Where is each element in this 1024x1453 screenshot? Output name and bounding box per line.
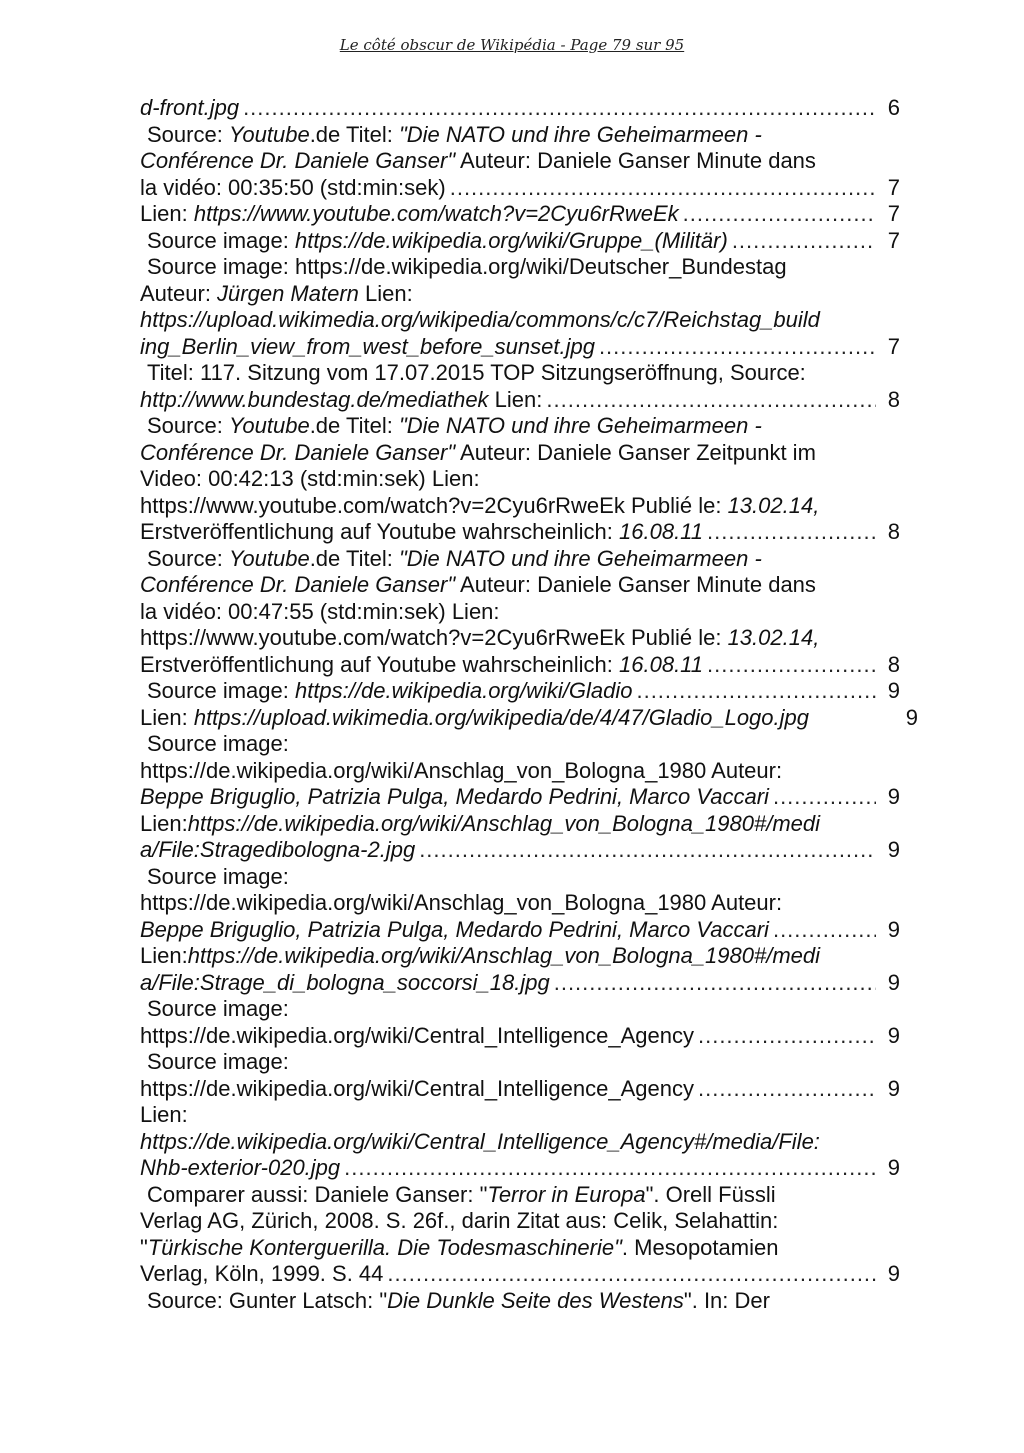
- index-line: [140, 493, 900, 520]
- text-segment: https://de.wikipedia.org/wiki/Central_Intelligence_Agency: [140, 1075, 694, 1101]
- index-line-text: [140, 1102, 188, 1129]
- dot-leader: [243, 95, 876, 122]
- text-segment: .de Titel:: [309, 545, 399, 571]
- page-number: 6: [887, 95, 900, 120]
- page-number: 9: [887, 837, 900, 862]
- dot-leader: [683, 201, 876, 228]
- index-line: [140, 440, 900, 467]
- text-segment: Lien:: [488, 386, 543, 412]
- text-segment: Youtube: [228, 545, 310, 571]
- index-line-text: [140, 1208, 778, 1235]
- index-line: [140, 943, 900, 970]
- index-line-text: [140, 175, 446, 202]
- dot-leader: [554, 970, 876, 997]
- index-line: [140, 864, 900, 891]
- text-segment: la vidéo: 00:35:50 (std:min:sek): [140, 174, 446, 200]
- text-segment: Die Dunkle Seite des Westens: [387, 1287, 684, 1313]
- text-segment: Lien:: [140, 810, 188, 836]
- text-segment: a/File:Strage_di_bologna_soccorsi_18.jpg: [140, 969, 550, 995]
- text-segment: Source image:: [147, 731, 289, 756]
- index-line: [140, 1235, 900, 1262]
- index-line-text: [140, 917, 769, 944]
- text-segment: https://de.wikipedia.org/wiki/Anschlag_von_Bologna_1980 Auteur:: [140, 757, 783, 783]
- index-line: [140, 1155, 900, 1182]
- index-line-text: [140, 943, 820, 970]
- text-segment: Türkische Konterguerilla. Die Todesmaschinerie": [147, 1234, 622, 1260]
- text-segment: Source image:: [147, 996, 289, 1021]
- text-segment: Beppe Briguglio, Patrizia Pulga, Medardo Pedrini, Marco Vaccari: [140, 916, 769, 942]
- text-segment: ": [140, 1234, 148, 1260]
- text-segment: Lien:: [140, 201, 194, 226]
- index-line: [140, 625, 900, 652]
- dot-leader: [419, 837, 876, 864]
- text-segment: a/File:Stragedibologna-2.jpg: [140, 837, 416, 862]
- index-line: [140, 970, 900, 997]
- text-segment: https://upload.wikimedia.org/wikipedia/de/4/47/Gladio_Logo.jpg: [193, 704, 810, 730]
- index-line-text: [147, 122, 762, 149]
- index-line-text: [140, 201, 679, 228]
- index-line: [140, 678, 900, 705]
- page-number: 7: [887, 333, 900, 359]
- text-segment: http://www.bundestag.de/mediathek: [140, 386, 489, 412]
- page-number: 9: [905, 704, 918, 730]
- page-number: 8: [887, 519, 900, 544]
- text-segment: Erstveröffentlichung auf Youtube wahrscheinlich:: [140, 519, 620, 544]
- index-line-text: [140, 784, 769, 811]
- dot-leader: [344, 1155, 876, 1182]
- index-line: [140, 254, 900, 281]
- index-line: [140, 572, 900, 599]
- text-segment: ". Orell Füssli: [645, 1181, 776, 1207]
- page-number: 7: [887, 201, 900, 226]
- index-line: [140, 122, 900, 149]
- index-line-text: [140, 334, 595, 361]
- page-header: Le côté obscur de Wikipédia - Page 79 sur 95: [339, 36, 685, 54]
- index-line-text: [140, 652, 703, 679]
- text-segment: .de Titel:: [309, 413, 399, 438]
- index-line-text: [140, 519, 703, 546]
- text-segment: ". In: Der: [683, 1287, 770, 1313]
- text-segment: Source image:: [147, 863, 289, 889]
- index-line: [140, 758, 900, 785]
- index-line: [140, 837, 900, 864]
- index-line-text: [147, 678, 632, 705]
- index-line: [140, 996, 900, 1023]
- index-line-text: [147, 360, 806, 387]
- index-line: [140, 148, 900, 175]
- index-line-text: [147, 228, 728, 255]
- index-line: [140, 1049, 900, 1076]
- index-line: [140, 704, 918, 732]
- text-segment: Source:: [147, 413, 229, 438]
- dot-leader: [450, 175, 876, 202]
- index-line-text: [140, 1155, 340, 1182]
- text-segment: Nhb-exterior-020.jpg: [140, 1155, 341, 1180]
- text-segment: https://de.wikipedia.org/wiki/Central_Intelligence_Agency#/media/File:: [140, 1128, 820, 1154]
- dot-leader: [546, 387, 876, 414]
- index-line-text: [140, 837, 415, 864]
- dot-leader: [707, 652, 876, 679]
- index-line-text: [140, 387, 542, 414]
- index-line: [140, 413, 900, 440]
- index-line-text: [140, 1129, 820, 1156]
- index-line: [140, 1182, 900, 1209]
- dot-leader: [698, 1023, 876, 1050]
- text-segment: Source image: https://de.wikipedia.org/wiki/Deutscher_Bundestag: [147, 254, 787, 279]
- index-line-text: [140, 148, 816, 175]
- page-number: 9: [887, 1261, 900, 1286]
- index-line-text: [140, 811, 820, 838]
- index-line-text: [147, 1288, 770, 1315]
- text-segment: Youtube: [228, 121, 310, 147]
- dot-leader: [773, 917, 876, 944]
- index-line: [140, 1129, 900, 1156]
- index-line: [140, 228, 900, 255]
- text-segment: Lien:: [140, 704, 194, 730]
- text-segment: Source image:: [147, 1049, 289, 1074]
- index-line: [140, 890, 900, 917]
- text-segment: . Mesopotamien: [621, 1234, 779, 1260]
- text-segment: https://www.youtube.com/watch?v=2Cyu6rRweEk Publié le:: [140, 492, 728, 518]
- text-segment: Verlag, Köln, 1999. S. 44: [140, 1261, 384, 1286]
- text-segment: Terror in Europa: [487, 1181, 646, 1207]
- text-segment: "Die NATO und ihre Geheimarmeen -: [398, 545, 762, 571]
- index-line-text: [140, 705, 809, 732]
- text-segment: 16.08.11: [619, 519, 704, 544]
- index-line: [140, 201, 900, 228]
- page-number: 9: [887, 969, 900, 995]
- text-segment: ing_Berlin_view_from_west_before_sunset.jpg: [140, 333, 595, 359]
- index-line: [140, 811, 900, 838]
- text-segment: Lien:: [358, 280, 413, 306]
- index-line-text: [140, 1235, 778, 1262]
- text-segment: https://de.wikipedia.org/wiki/Anschlag_von_Bologna_1980#/medi: [187, 943, 821, 968]
- text-segment: Youtube: [228, 413, 310, 438]
- dot-leader: [732, 228, 876, 255]
- index-line: [140, 1076, 900, 1103]
- index-line-text: [140, 1023, 694, 1050]
- text-segment: 16.08.11: [619, 651, 704, 677]
- index-line: [140, 1023, 900, 1050]
- index-line-text: [140, 625, 819, 652]
- index-line-text: [140, 493, 819, 520]
- text-segment: Source:: [147, 545, 229, 571]
- text-segment: Jürgen Matern: [217, 280, 359, 306]
- text-segment: Auteur: Daniele Ganser Minute dans: [455, 572, 816, 597]
- text-segment: Source image:: [147, 227, 295, 253]
- index-line-text: [147, 996, 289, 1023]
- text-segment: Source:: [147, 121, 229, 147]
- index-line: [140, 307, 900, 334]
- index-line-text: [140, 95, 239, 122]
- page-number: 8: [887, 651, 900, 677]
- page-number: 8: [887, 386, 900, 412]
- page-number: 9: [887, 1075, 900, 1101]
- text-segment: Auteur:: [140, 280, 218, 306]
- text-segment: Lien:: [140, 943, 188, 968]
- index-line: [140, 281, 900, 308]
- index-line-text: [147, 731, 289, 758]
- index-line-text: [140, 758, 782, 785]
- dot-leader: [773, 784, 876, 811]
- index-line: [140, 1288, 900, 1315]
- index-line: [140, 95, 900, 122]
- text-segment: https://de.wikipedia.org/wiki/Central_Intelligence_Agency: [140, 1022, 694, 1048]
- text-segment: Verlag AG, Zürich, 2008. S. 26f., darin Zitat aus: Celik, Selahattin:: [140, 1208, 779, 1233]
- index-line-text: [147, 413, 762, 440]
- text-segment: Conférence Dr. Daniele Ganser": [140, 572, 456, 597]
- text-segment: https://de.wikipedia.org/wiki/Anschlag_von_Bologna_1980 Auteur:: [140, 890, 783, 915]
- text-segment: https://de.wikipedia.org/wiki/Anschlag_von_Bologna_1980#/medi: [187, 810, 821, 836]
- index-line-text: [140, 307, 820, 334]
- index-line-text: [140, 466, 480, 493]
- text-segment: Erstveröffentlichung auf Youtube wahrscheinlich:: [140, 651, 620, 677]
- text-segment: la vidéo: 00:47:55 (std:min:sek) Lien:: [140, 598, 500, 624]
- index-line-text: [140, 281, 413, 308]
- index-line-text: [147, 1182, 776, 1209]
- text-segment: Video: 00:42:13 (std:min:sek) Lien:: [140, 466, 480, 491]
- page-number: 9: [887, 678, 900, 703]
- index-line: [140, 1208, 900, 1235]
- index-line-text: [140, 1076, 694, 1103]
- text-segment: https://upload.wikimedia.org/wikipedia/commons/c/c7/Reichstag_build: [140, 307, 820, 332]
- dot-leader: [636, 678, 876, 705]
- index-line: [140, 466, 900, 493]
- index-line: [140, 1102, 900, 1129]
- index-line-text: [147, 546, 762, 573]
- index-line: [140, 334, 900, 361]
- text-segment: Beppe Briguglio, Patrizia Pulga, Medardo Pedrini, Marco Vaccari: [140, 784, 769, 809]
- text-segment: https://de.wikipedia.org/wiki/Gruppe_(Militär): [294, 227, 728, 253]
- index-line-text: [140, 599, 500, 626]
- text-segment: Comparer aussi: Daniele Ganser: ": [147, 1181, 488, 1207]
- text-segment: Conférence Dr. Daniele Ganser": [140, 439, 456, 465]
- index-line: [140, 652, 900, 679]
- index-line-text: [140, 970, 550, 997]
- index-line: [140, 360, 900, 387]
- text-segment: Lien:: [140, 1102, 188, 1127]
- figure-index: [140, 95, 918, 1314]
- index-line: [140, 175, 900, 202]
- index-line-text: [147, 1049, 289, 1076]
- page-number: 9: [887, 1155, 900, 1180]
- index-line-text: [140, 890, 782, 917]
- index-line-text: [140, 572, 816, 599]
- index-line: [140, 1261, 900, 1288]
- text-segment: Auteur: Daniele Ganser Minute dans: [455, 148, 816, 173]
- text-segment: "Die NATO und ihre Geheimarmeen -: [398, 121, 762, 147]
- index-line: [140, 546, 900, 573]
- text-segment: Titel: 117. Sitzung vom 17.07.2015 TOP Sitzungseröffnung, Source:: [147, 360, 806, 385]
- page-number: 9: [887, 916, 900, 942]
- dot-leader: [707, 519, 876, 546]
- index-line-text: [147, 864, 289, 891]
- page-number: 7: [887, 227, 900, 253]
- text-segment: Auteur: Daniele Ganser Zeitpunkt im: [455, 439, 816, 465]
- text-segment: Source image:: [147, 678, 295, 703]
- text-segment: Source: Gunter Latsch: ": [147, 1287, 388, 1313]
- text-segment: https://de.wikipedia.org/wiki/Gladio: [294, 678, 633, 703]
- text-segment: 13.02.14,: [727, 625, 820, 650]
- text-segment: .de Titel:: [309, 121, 399, 147]
- text-segment: https://www.youtube.com/watch?v=2Cyu6rRweEk Publié le:: [140, 625, 728, 650]
- dot-leader: [599, 334, 876, 361]
- dot-leader: [698, 1076, 876, 1103]
- text-segment: https://www.youtube.com/watch?v=2Cyu6rRweEk: [193, 201, 679, 226]
- index-line: [140, 387, 900, 414]
- index-line: [140, 917, 900, 944]
- index-line: [140, 519, 900, 546]
- text-segment: 13.02.14,: [727, 492, 820, 518]
- page-number: 7: [887, 174, 900, 200]
- index-line-text: [147, 254, 787, 281]
- index-line: [140, 731, 900, 758]
- text-segment: d-front.jpg: [140, 95, 240, 120]
- index-line-text: [140, 1261, 383, 1288]
- page-number: 9: [887, 784, 900, 809]
- index-line-text: [140, 440, 816, 467]
- index-line: [140, 599, 900, 626]
- text-segment: Conférence Dr. Daniele Ganser": [140, 148, 456, 173]
- page-number: 9: [887, 1022, 900, 1048]
- text-segment: "Die NATO und ihre Geheimarmeen -: [398, 413, 762, 438]
- index-line: [140, 784, 900, 811]
- dot-leader: [387, 1261, 876, 1288]
